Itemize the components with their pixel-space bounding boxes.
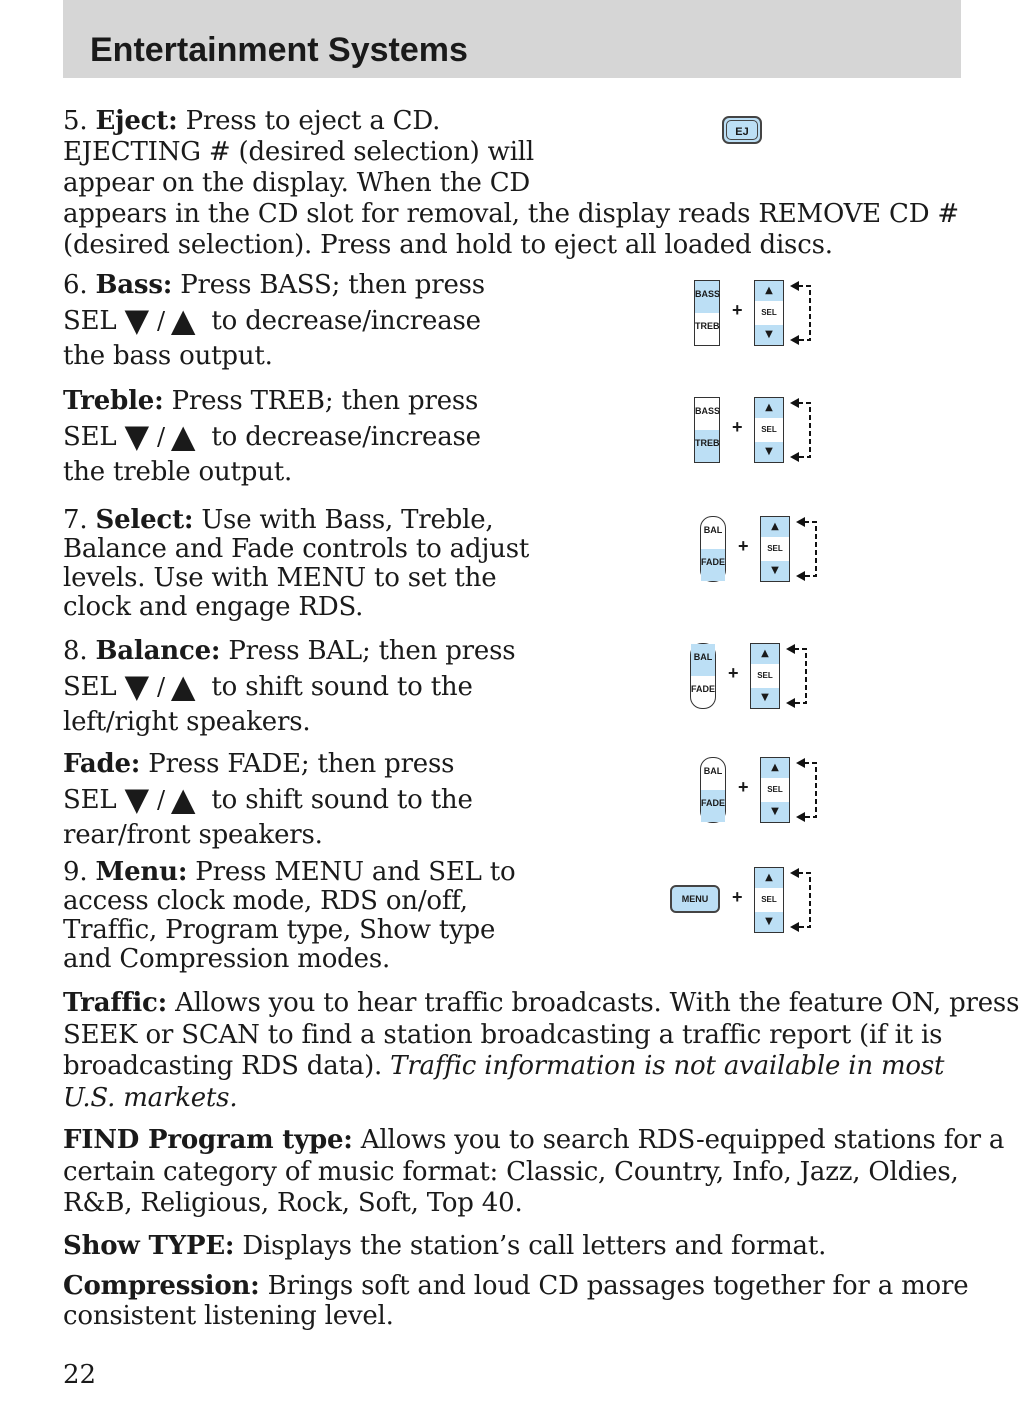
page-number: 22 bbox=[63, 1360, 97, 1390]
down-arrow-icon: ▼ bbox=[755, 912, 783, 932]
balance-paragraph: 8. Balance: Press BAL; then press SEL ▼ / ▲ to shift sound to the left/right speakers. bbox=[63, 636, 516, 737]
sel-rocker: ▲ SEL ▼ bbox=[754, 280, 784, 346]
cycle-arrows-icon bbox=[790, 867, 820, 933]
bal-fade-rocker: BAL FADE bbox=[700, 757, 726, 823]
eject-paragraph: 5. Eject: Press to eject a CD. EJECTING # (desired selection) will appear on the display. When the CD appears in the CD slot for removal, the display reads REMOVE CD # (desired selection). Press and hold to eject all loaded discs. bbox=[63, 106, 960, 260]
down-arrow-icon: ▼ bbox=[755, 325, 783, 345]
up-arrow-icon: ▲ bbox=[761, 758, 789, 778]
sel-rocker: ▲ SEL ▼ bbox=[754, 867, 784, 933]
cycle-arrows-icon bbox=[796, 757, 826, 823]
treble-paragraph: Treble: Press TREB; then press SEL ▼ / ▲ to decrease/increase the treble output. bbox=[63, 386, 481, 487]
up-triangle-icon: ▲ bbox=[170, 780, 196, 818]
down-arrow-icon: ▼ bbox=[761, 561, 789, 581]
select-control-diagram: BAL FADE + ▲ SEL ▼ bbox=[700, 516, 840, 588]
down-triangle-icon: ▼ bbox=[124, 780, 149, 818]
sel-rocker: ▲ SEL ▼ bbox=[760, 757, 790, 823]
balance-control-diagram: BAL FADE + ▲ SEL ▼ bbox=[690, 643, 830, 715]
down-arrow-icon: ▼ bbox=[751, 688, 779, 708]
up-arrow-icon: ▲ bbox=[755, 398, 783, 418]
compression-paragraph: Compression: Brings soft and loud CD passages together for a more consistent listening level. bbox=[63, 1271, 969, 1331]
cycle-arrows-icon bbox=[786, 643, 816, 709]
traffic-paragraph: Traffic: Allows you to hear traffic broadcasts. With the feature ON, press SEEK or SCAN to find a station broadcasting a traffic report (if it is broadcasting RDS data). Traffic information is not available in most U.S. markets. bbox=[63, 988, 1020, 1113]
up-triangle-icon: ▲ bbox=[170, 667, 196, 705]
up-triangle-icon: ▲ bbox=[170, 301, 196, 339]
bass-control-diagram: BASS TREB + ▲ SEL ▼ bbox=[694, 280, 834, 352]
cycle-arrows-icon bbox=[790, 397, 820, 463]
up-triangle-icon: ▲ bbox=[170, 417, 196, 455]
menu-paragraph: 9. Menu: Press MENU and SEL to access clock mode, RDS on/off, Traffic, Program type, Show type and Compression modes. bbox=[63, 857, 516, 974]
bass-treb-rocker: BASS TREB bbox=[694, 397, 720, 463]
fade-paragraph: Fade: Press FADE; then press SEL ▼ / ▲ to shift sound to the rear/front speakers. bbox=[63, 749, 473, 850]
up-arrow-icon: ▲ bbox=[755, 868, 783, 888]
cycle-arrows-icon bbox=[790, 280, 820, 346]
find-program-type-paragraph: FIND Program type: Allows you to search RDS-equipped stations for a certain category of music format: Classic, Country, Info, Jazz, Oldies, R&B, Religious, Rock, Soft, Top 40. bbox=[63, 1125, 1005, 1218]
down-triangle-icon: ▼ bbox=[124, 301, 149, 339]
select-paragraph: 7. Select: Use with Bass, Treble, Balance and Fade controls to adjust levels. Use with MENU to set the clock and engage RDS. bbox=[63, 505, 530, 622]
sel-rocker: ▲ SEL ▼ bbox=[754, 397, 784, 463]
treble-control-diagram: BASS TREB + ▲ SEL ▼ bbox=[694, 397, 834, 469]
cycle-arrows-icon bbox=[796, 516, 826, 582]
down-arrow-icon: ▼ bbox=[755, 442, 783, 462]
down-triangle-icon: ▼ bbox=[124, 417, 149, 455]
eject-button-diagram: EJ bbox=[722, 116, 762, 144]
page-header bbox=[63, 0, 961, 78]
fade-control-diagram: BAL FADE + ▲ SEL ▼ bbox=[700, 757, 840, 829]
up-arrow-icon: ▲ bbox=[755, 281, 783, 301]
bal-fade-rocker: BAL FADE bbox=[690, 643, 716, 709]
bal-fade-rocker: BAL FADE bbox=[700, 516, 726, 582]
bass-treb-rocker: BASS TREB bbox=[694, 280, 720, 346]
up-arrow-icon: ▲ bbox=[751, 644, 779, 664]
menu-button-diagram: MENU bbox=[670, 885, 720, 913]
down-arrow-icon: ▼ bbox=[761, 802, 789, 822]
down-triangle-icon: ▼ bbox=[124, 667, 149, 705]
menu-control-diagram: MENU + ▲ SEL ▼ bbox=[670, 867, 830, 939]
bass-paragraph: 6. Bass: Press BASS; then press SEL ▼ / ▲ to decrease/increase the bass output. bbox=[63, 270, 485, 371]
sel-rocker: ▲ SEL ▼ bbox=[750, 643, 780, 709]
sel-rocker: ▲ SEL ▼ bbox=[760, 516, 790, 582]
show-type-paragraph: Show TYPE: Displays the station’s call letters and format. bbox=[63, 1231, 827, 1261]
page-title: Entertainment Systems bbox=[90, 31, 468, 69]
up-arrow-icon: ▲ bbox=[761, 517, 789, 537]
